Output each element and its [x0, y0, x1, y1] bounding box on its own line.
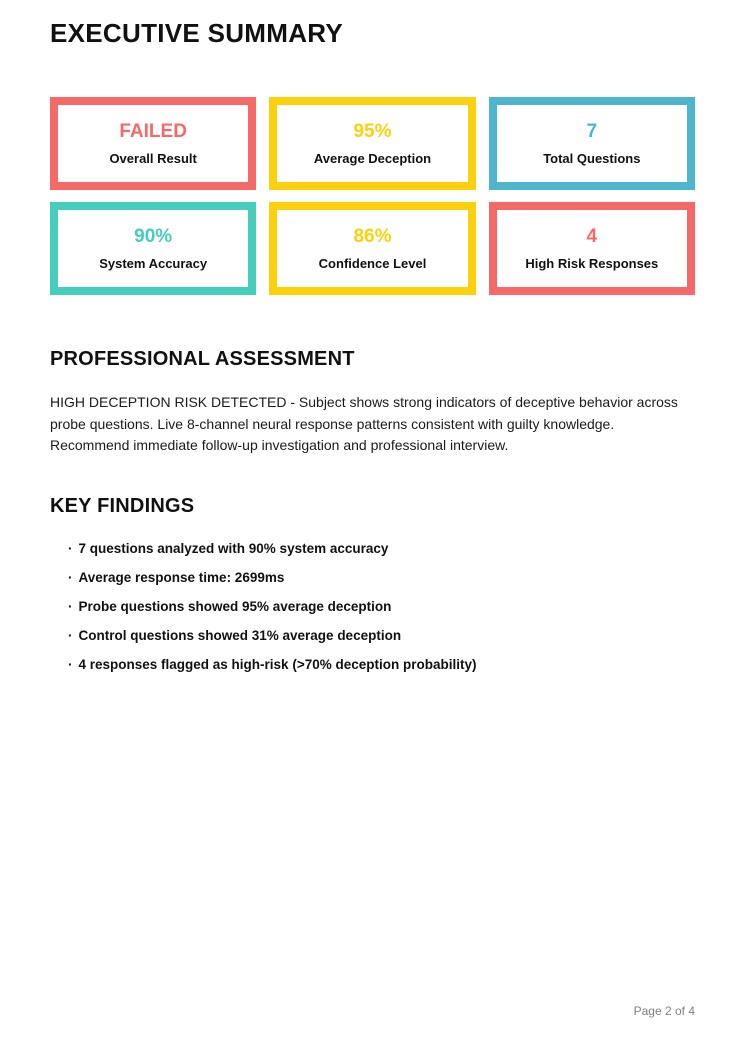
- summary-card-total-questions: [489, 97, 695, 190]
- key-findings-heading: KEY FINDINGS: [50, 494, 195, 517]
- summary-card-system-accuracy: [50, 202, 256, 295]
- key-finding-item: · Control questions showed 31% average deception: [68, 628, 695, 644]
- page-number: Page 2 of 4: [633, 1004, 695, 1018]
- card-value: 7: [586, 121, 598, 142]
- professional-assessment-body: HIGH DECEPTION RISK DETECTED - Subject shows strong indicators of deceptive behavior across probe questions. Live 8-channel neural response patterns consistent with guilty knowledge. Recommend immediate follow-up investigation and professional interview.: [50, 394, 678, 453]
- key-finding-item: · 4 responses flagged as high-risk (>70% deception probability): [68, 657, 695, 673]
- summary-card-overall-result: [50, 97, 256, 190]
- card-label: Overall Result: [109, 151, 197, 166]
- summary-card-confidence-level: [269, 202, 475, 295]
- key-finding-item: · Probe questions showed 95% average deception: [68, 599, 695, 615]
- key-findings-list: [50, 541, 695, 674]
- page-title: EXECUTIVE SUMMARY: [50, 18, 344, 48]
- card-value: FAILED: [119, 121, 187, 142]
- card-value: 4: [586, 226, 598, 247]
- card-label: System Accuracy: [99, 256, 208, 271]
- professional-assessment-heading: PROFESSIONAL ASSESSMENT: [50, 348, 355, 370]
- card-value: 95%: [353, 121, 392, 142]
- card-label: Average Deception: [313, 151, 432, 166]
- summary-card-high-risk-responses: [489, 202, 695, 295]
- summary-cards-grid: [50, 97, 695, 295]
- card-value: 90%: [134, 226, 173, 247]
- key-finding-item: · 7 questions analyzed with 90% system accuracy: [68, 541, 695, 557]
- card-label: Total Questions: [543, 151, 641, 166]
- card-value: 86%: [353, 226, 392, 247]
- card-label: High Risk Responses: [525, 256, 659, 271]
- summary-card-average-deception: [269, 97, 475, 190]
- key-finding-item: · Average response time: 2699ms: [68, 570, 695, 586]
- card-label: Confidence Level: [318, 256, 427, 271]
